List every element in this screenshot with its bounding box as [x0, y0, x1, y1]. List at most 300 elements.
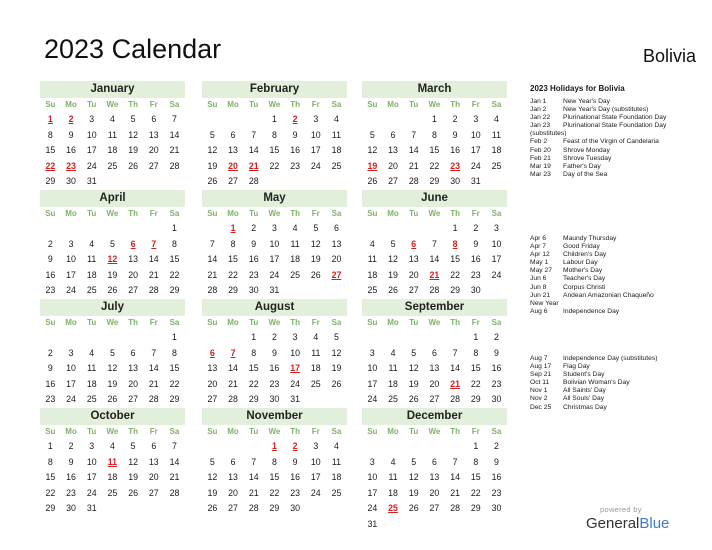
empty-day [164, 501, 185, 517]
day: 3 [369, 456, 375, 467]
day: 13 [429, 363, 440, 373]
day: 30 [290, 503, 300, 513]
day: 6 [334, 223, 339, 233]
holiday-day: 7 [230, 347, 236, 358]
weekday-label: Th [290, 427, 300, 436]
day: 17 [269, 254, 280, 264]
holiday-day: 25 [388, 503, 398, 513]
day: 23 [45, 394, 56, 404]
holiday-date: May 27 [530, 267, 552, 275]
day: 30 [491, 503, 502, 513]
day: 12 [331, 347, 342, 358]
weekday-label: Su [207, 100, 218, 109]
day: 5 [130, 114, 136, 124]
empty-day [102, 221, 123, 237]
empty-day [305, 283, 326, 299]
day: 23 [290, 487, 300, 498]
holiday-day: 20 [228, 160, 238, 171]
day: 4 [369, 238, 375, 249]
holiday-name: Mother's Day [563, 267, 603, 275]
day: 14 [429, 254, 440, 264]
weekday-label: Mo [227, 100, 239, 109]
day: 4 [313, 332, 319, 342]
day: 31 [367, 518, 378, 529]
day: 29 [45, 176, 56, 186]
day: 4 [109, 441, 115, 451]
day: 14 [148, 363, 159, 373]
weekday-label: Fr [311, 209, 320, 218]
day: 29 [248, 394, 259, 404]
week-row [362, 346, 507, 362]
day: 12 [388, 254, 398, 264]
weekday-label: Mo [387, 100, 399, 109]
holiday-name: Plurinational State Foundation Day [563, 122, 667, 130]
holiday-name: Student's Day [563, 371, 605, 379]
day: 14 [169, 129, 180, 140]
holiday-name: New Year's Day (substitutes) [563, 106, 649, 114]
weekday-label: Th [128, 209, 138, 218]
empty-day [243, 112, 264, 128]
day: 19 [331, 363, 342, 373]
weekday-label: Fr [149, 318, 158, 327]
weekday-label: Sa [331, 209, 342, 218]
weekday-label: Sa [169, 209, 180, 218]
holiday-name: Children's Day [563, 251, 607, 259]
day: 20 [148, 145, 159, 155]
day: 8 [271, 129, 277, 140]
empty-day [362, 439, 383, 455]
day: 5 [209, 456, 215, 467]
holiday-name: All Souls' Day [563, 395, 605, 403]
day: 19 [107, 378, 118, 389]
day: 30 [66, 176, 76, 186]
day: 22 [269, 160, 280, 171]
week-row [362, 112, 507, 128]
day: 17 [310, 472, 321, 482]
day: 3 [369, 347, 375, 358]
month-november [202, 408, 347, 517]
weekday-label: Fr [149, 209, 158, 218]
day: 29 [470, 503, 481, 513]
week-row [202, 174, 347, 190]
day: 26 [128, 160, 138, 171]
month-february [202, 81, 347, 190]
weekday-label: Su [207, 209, 218, 218]
day: 17 [86, 145, 97, 155]
day: 3 [271, 223, 277, 233]
day: 18 [310, 363, 321, 373]
day: 17 [66, 269, 76, 280]
day: 4 [334, 114, 339, 124]
weekday-label: Th [290, 100, 300, 109]
holiday-day: 6 [209, 347, 215, 358]
empty-day [81, 221, 102, 237]
day: 8 [47, 456, 53, 467]
weekday-header [202, 207, 347, 221]
day: 22 [45, 487, 56, 498]
month-name: January [40, 81, 185, 98]
weekday-label: We [428, 427, 441, 436]
weekday-label: Mo [227, 427, 239, 436]
weekday-label: We [428, 100, 441, 109]
day: 21 [148, 378, 159, 389]
day: 13 [148, 456, 159, 467]
day: 5 [109, 347, 115, 358]
day: 4 [292, 223, 298, 233]
week-row [362, 143, 507, 159]
day: 14 [169, 456, 180, 467]
day: 12 [408, 472, 419, 482]
day: 9 [292, 456, 298, 467]
weekday-header [362, 207, 507, 221]
empty-day [486, 517, 507, 533]
weekday-label: Su [207, 318, 218, 327]
empty-day [123, 330, 144, 346]
week-row [40, 377, 185, 393]
empty-day [305, 392, 326, 408]
holiday-day: 21 [248, 160, 259, 171]
day: 23 [248, 269, 259, 280]
week-row [40, 439, 185, 455]
empty-day [285, 174, 306, 190]
day: 30 [470, 285, 481, 295]
day: 14 [207, 254, 218, 264]
holiday-day: 19 [367, 160, 378, 171]
day: 27 [128, 394, 138, 404]
holiday-name: Teacher's Day [563, 275, 606, 283]
day: 2 [494, 441, 499, 451]
empty-day [424, 517, 445, 533]
day: 16 [45, 378, 56, 389]
holiday-date: Jan 1 [530, 98, 547, 105]
day: 12 [367, 145, 378, 155]
day: 26 [408, 394, 419, 404]
day: 25 [290, 269, 300, 280]
day: 7 [251, 456, 257, 467]
holiday-day: 23 [450, 160, 460, 171]
day: 10 [66, 363, 76, 373]
day: 18 [107, 472, 118, 482]
week-row [40, 268, 185, 284]
day: 28 [248, 176, 259, 186]
day: 17 [470, 145, 481, 155]
day: 20 [429, 378, 440, 389]
brand-blue: Blue [639, 515, 670, 532]
weekday-label: Th [450, 100, 460, 109]
holiday-item [530, 138, 702, 146]
empty-day [362, 112, 383, 128]
day: 28 [248, 503, 259, 513]
day: 27 [148, 160, 159, 171]
holiday-day: 22 [45, 160, 56, 171]
month-name: May [202, 190, 347, 207]
weekday-header [40, 207, 185, 221]
empty-day [102, 330, 123, 346]
day: 10 [66, 254, 76, 264]
day: 2 [47, 238, 53, 249]
weekday-label: We [268, 427, 281, 436]
month-name: September [362, 299, 507, 316]
weekday-label: Mo [387, 209, 399, 218]
day: 8 [230, 238, 236, 249]
week-row [362, 268, 507, 284]
week-row [362, 486, 507, 502]
holiday-item [530, 404, 702, 412]
month-december [362, 408, 507, 532]
week-row [202, 470, 347, 486]
weekday-label: Mo [227, 209, 239, 218]
month-august [202, 299, 347, 408]
weekday-label: Sa [491, 318, 502, 327]
day: 20 [388, 160, 398, 171]
empty-day [164, 174, 185, 190]
week-row [202, 143, 347, 159]
holiday-name: Plurinational State Foundation Day [563, 114, 667, 122]
empty-day [362, 221, 383, 237]
weekday-label: Fr [471, 100, 480, 109]
day: 10 [269, 238, 280, 249]
weekday-header [40, 425, 185, 439]
week-row [40, 455, 185, 471]
day: 2 [271, 332, 277, 342]
day: 3 [292, 332, 298, 342]
day: 3 [313, 114, 319, 124]
holiday-date: Jun 6 [530, 275, 547, 283]
day: 12 [128, 456, 138, 467]
holiday-day: 27 [331, 269, 342, 280]
day: 29 [228, 285, 238, 295]
day: 13 [128, 254, 138, 264]
weekday-label: Su [207, 427, 218, 436]
empty-day [123, 221, 144, 237]
day: 4 [109, 114, 115, 124]
day: 5 [130, 441, 136, 451]
day: 11 [491, 129, 502, 140]
weekday-label: Tu [87, 100, 97, 109]
day: 8 [172, 347, 177, 358]
day: 14 [450, 363, 460, 373]
day: 21 [248, 487, 259, 498]
day: 20 [429, 487, 440, 498]
week-row [202, 252, 347, 268]
day: 15 [269, 472, 280, 482]
empty-day [403, 221, 424, 237]
empty-day [40, 221, 61, 237]
weekday-label: We [106, 318, 119, 327]
weekday-label: Fr [311, 427, 320, 436]
day: 16 [66, 145, 76, 155]
day: 1 [251, 332, 257, 342]
holiday-date: Mar 23 [530, 170, 551, 178]
day: 19 [107, 269, 118, 280]
holiday-date: Apr 6 [530, 235, 546, 242]
weekday-label: Th [128, 427, 138, 436]
day: 17 [310, 145, 321, 155]
weekday-label: Mo [387, 318, 399, 327]
day: 3 [68, 347, 74, 358]
week-row [202, 268, 347, 284]
page-title: 2023 Calendar [44, 34, 222, 64]
weekday-label: Tu [409, 318, 419, 327]
holiday-name: Good Friday [563, 243, 600, 251]
day: 25 [331, 487, 342, 498]
weekday-label: Tu [249, 427, 259, 436]
empty-day [243, 439, 264, 455]
holiday-name: Flag Day [563, 363, 590, 371]
holiday-day: 2 [292, 114, 298, 124]
weekday-label: Sa [331, 100, 342, 109]
day: 8 [431, 129, 437, 140]
day: 6 [130, 347, 136, 358]
day: 18 [388, 487, 398, 498]
week-row [202, 346, 347, 362]
day: 9 [251, 238, 257, 249]
day: 3 [89, 441, 95, 451]
empty-day [143, 174, 164, 190]
day: 14 [408, 145, 419, 155]
month-name: March [362, 81, 507, 98]
day: 1 [431, 114, 437, 124]
weekday-label: Fr [149, 100, 158, 109]
day: 28 [429, 285, 440, 295]
week-row [362, 252, 507, 268]
day: 28 [408, 176, 419, 186]
weekday-label: We [106, 209, 119, 218]
day: 24 [86, 160, 97, 171]
day: 27 [207, 394, 218, 404]
week-row [362, 361, 507, 377]
weekday-label: Fr [311, 100, 320, 109]
holiday-item [530, 122, 702, 130]
day: 22 [269, 487, 280, 498]
week-row [40, 346, 185, 362]
empty-day [102, 174, 123, 190]
weekday-label: We [428, 209, 441, 218]
holiday-date: Mar 19 [530, 162, 551, 170]
empty-day [465, 517, 486, 533]
day: 2 [494, 332, 499, 342]
week-row [362, 237, 507, 253]
empty-day [326, 501, 347, 517]
day: 2 [47, 347, 53, 358]
day: 6 [431, 347, 437, 358]
holiday-item [530, 147, 702, 155]
day: 16 [491, 472, 502, 482]
weekday-label: We [268, 209, 281, 218]
day: 8 [251, 347, 257, 358]
week-row [362, 439, 507, 455]
day: 28 [207, 285, 218, 295]
week-row [362, 501, 507, 517]
day: 31 [86, 503, 97, 513]
empty-day [40, 330, 61, 346]
holiday-name: Maundy Thursday [563, 235, 617, 242]
weekday-label: Sa [491, 100, 502, 109]
day: 8 [172, 238, 177, 249]
day: 9 [47, 254, 53, 264]
week-row [202, 439, 347, 455]
day: 3 [89, 114, 95, 124]
month-july [40, 299, 185, 423]
day: 25 [367, 285, 378, 295]
day: 18 [331, 472, 342, 482]
day: 3 [313, 441, 319, 451]
day: 17 [491, 254, 502, 264]
day: 4 [334, 441, 339, 451]
empty-day [424, 439, 445, 455]
holiday-day: 11 [107, 456, 118, 467]
week-row [202, 112, 347, 128]
day: 13 [228, 145, 238, 155]
day: 26 [107, 394, 118, 404]
weekday-label: Th [290, 318, 300, 327]
holiday-item [530, 130, 702, 138]
weekday-label: Fr [471, 209, 480, 218]
week-row [202, 237, 347, 253]
month-name: December [362, 408, 507, 425]
day: 29 [429, 176, 440, 186]
day: 12 [310, 238, 321, 249]
weekday-label: Tu [87, 209, 97, 218]
day: 30 [269, 394, 280, 404]
generalblue-logo[interactable] [586, 515, 669, 532]
day: 26 [367, 176, 378, 186]
day: 13 [207, 363, 218, 373]
holiday-day: 17 [290, 363, 300, 373]
month-name: October [40, 408, 185, 425]
week-row [40, 128, 185, 144]
week-row [202, 392, 347, 408]
holiday-day: 21 [450, 378, 460, 389]
weekday-label: Su [45, 100, 56, 109]
week-row [202, 221, 347, 237]
week-row [40, 112, 185, 128]
day: 14 [148, 254, 159, 264]
holiday-name: Feast of the Virgin of Candelaria [563, 138, 659, 146]
day: 5 [109, 238, 115, 249]
day: 30 [491, 394, 502, 404]
day: 16 [470, 254, 481, 264]
day: 9 [47, 363, 53, 373]
weekday-label: Su [367, 100, 378, 109]
day: 9 [494, 456, 499, 467]
day: 22 [470, 487, 481, 498]
week-row [202, 283, 347, 299]
day: 10 [310, 456, 321, 467]
month-may [202, 190, 347, 299]
day: 22 [470, 378, 481, 389]
week-row [40, 237, 185, 253]
weekday-label: Mo [65, 100, 77, 109]
day: 15 [429, 145, 440, 155]
weekday-label: Fr [471, 318, 480, 327]
empty-day [326, 283, 347, 299]
day: 19 [408, 378, 419, 389]
empty-day [305, 501, 326, 517]
day: 22 [169, 378, 180, 389]
holiday-item [530, 98, 702, 106]
day: 24 [367, 394, 378, 404]
day: 25 [86, 394, 97, 404]
day: 13 [408, 254, 419, 264]
weekday-label: Mo [65, 209, 77, 218]
day: 25 [86, 285, 97, 295]
weekday-label: Th [128, 318, 138, 327]
holiday-item [530, 292, 702, 300]
holiday-name: New Year [530, 299, 559, 307]
empty-day [326, 392, 347, 408]
day: 24 [367, 503, 378, 513]
